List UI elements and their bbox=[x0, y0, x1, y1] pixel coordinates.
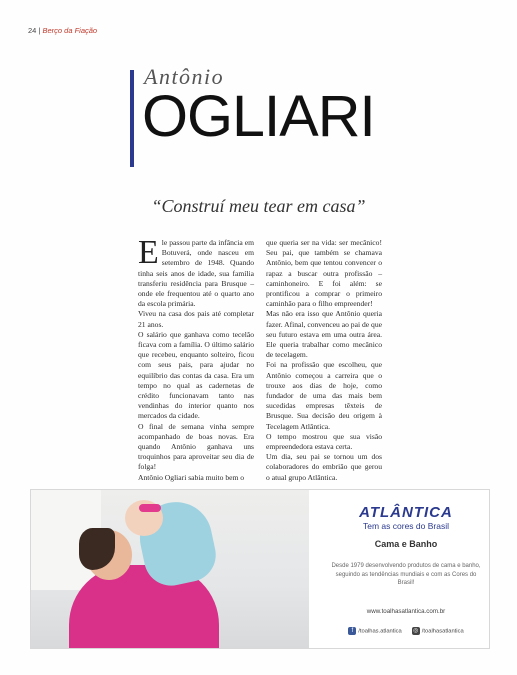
ad-description: Desde 1979 desenvolvendo produtos de cama e banho, seguindo as tendências mundiais e com as Cores do Brasil! bbox=[331, 563, 481, 586]
paragraph: Mas não era isso que Antônio queria fazer. Afinal, convenceu ao pai de que seu futuro estava em uma outra área. Ele queria trabalhar como mecânico de tecelagem. bbox=[266, 309, 382, 360]
facebook-icon: f bbox=[348, 627, 356, 635]
page-number: 24 bbox=[28, 26, 37, 35]
paragraph: Antônio Ogliari sabia muito bem o bbox=[138, 472, 245, 482]
social-links bbox=[331, 627, 481, 635]
brand-tagline: Tem as cores do Brasil bbox=[363, 521, 449, 531]
baby-bow bbox=[139, 504, 161, 512]
brand-logo: ATLÂNTICA bbox=[359, 504, 453, 521]
paragraph: Viveu na casa dos pais até completar 21 anos. bbox=[138, 309, 254, 329]
header-separator: | bbox=[36, 26, 43, 35]
paragraph: Um dia, seu pai se tornou um dos colaboradores do embrião que gerou o atual grupo Atlântica. bbox=[266, 452, 382, 482]
mother-baby-photo bbox=[31, 490, 309, 648]
title-first-name: Antônio bbox=[144, 64, 225, 89]
pull-quote: “Construí meu tear em casa” bbox=[151, 196, 366, 216]
article-column-1 bbox=[138, 234, 254, 483]
paragraph: O final de semana vinha sempre acompanhado de boas novas. Era quando Antônio ganhava uns troquinhos para aproveitar seu dia de folga! bbox=[138, 421, 254, 472]
paragraph: Ele passou parte da infância em Botuverá, onde nasceu em setembro de 1948. Quando tinha seis anos de idade, sua família transferiu residência para Brusque – onde ele frequentou até o quarto ano da escola primária. bbox=[138, 234, 254, 309]
website-link: www.toalhasatlantica.com.br bbox=[366, 608, 446, 615]
paragraph: Foi na profissão que escolheu, que Antônio começou a carreira que o trouxe aos dias de hoje, como fundador de uma das mais bem sucedidas empresas têxteis de Brusque. Sua decisão deu origem à Tecelagem Atlântica. bbox=[266, 360, 382, 431]
title-surname: OGLIARI bbox=[142, 84, 375, 149]
facebook-link: f /toalhas.atlantica bbox=[348, 627, 402, 635]
page-header bbox=[28, 26, 97, 35]
product-line: Cama e Banho bbox=[374, 539, 438, 549]
paragraph: que queria ser na vida: ser mecânico! Seu pai, que também se chamava Antônio, bem que tentou convencer o rapaz a buscar outra profissão – caminhoneiro. E foi além: se prontificou a comprar o primeiro caminhão para o filho empreender! bbox=[266, 238, 382, 309]
instagram-link: ◎ /toalhasatlantica bbox=[413, 628, 464, 635]
atlantica-advertisement bbox=[30, 489, 490, 649]
paragraph: O tempo mostrou que sua visão empreendedora estava certa. bbox=[266, 431, 382, 452]
instagram-icon: ◎ bbox=[413, 628, 419, 634]
section-title: Berço da Fiação bbox=[42, 26, 98, 35]
title-accent-bar bbox=[130, 70, 134, 167]
article-column-2 bbox=[266, 238, 382, 483]
paragraph: O salário que ganhava como tecelão ficava com a família. O último salário que recebeu, enquanto solteiro, ficou com seus pais, para ajudar no equilíbrio das contas da casa. Era um tempo no qual as cadernetas de crédito funcionavam tanto nas vendinhas do interior quanto nos mercados da cidade. bbox=[138, 329, 254, 421]
drop-cap: E bbox=[138, 234, 159, 271]
